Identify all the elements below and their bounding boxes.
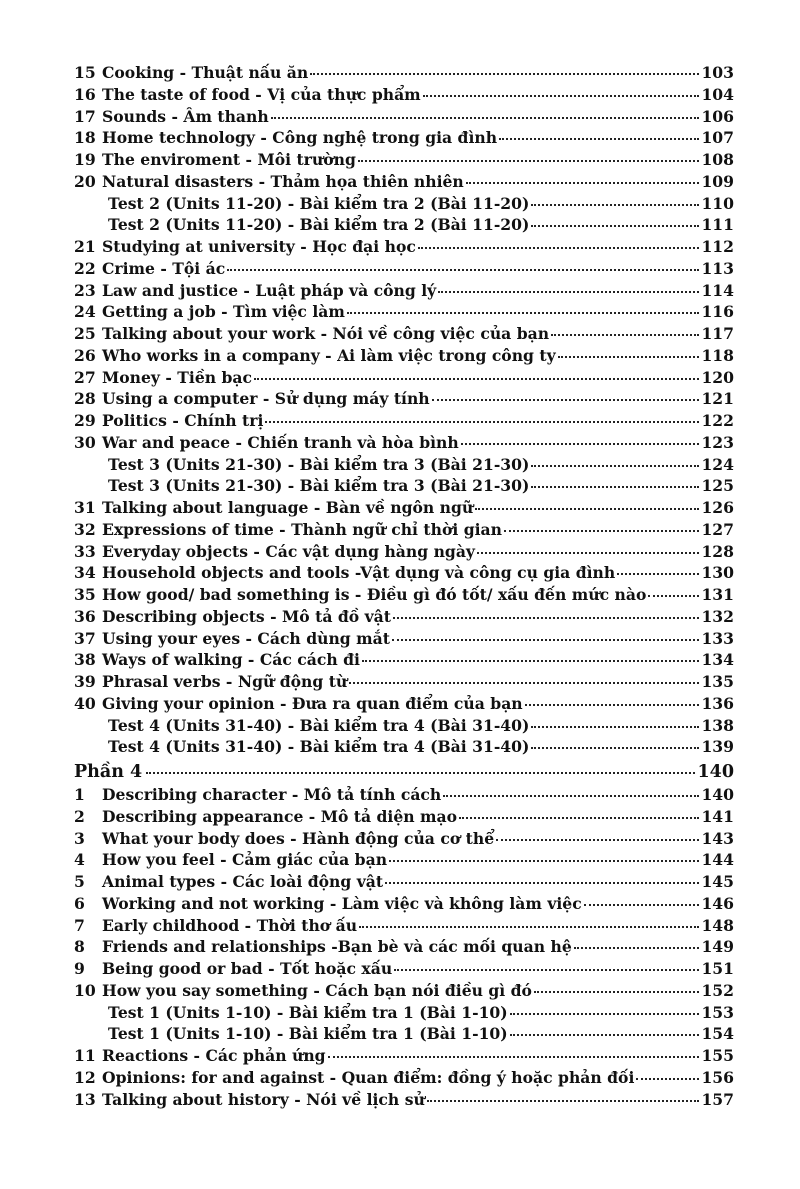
toc-entry-number: 23	[74, 280, 96, 300]
toc-entry-page: 149	[701, 937, 734, 957]
toc-entry-title: The taste of food - Vị của thực phẩm	[102, 84, 421, 104]
toc-entry-page: 152	[701, 980, 734, 1000]
toc-entry-title: Talking about history - Nói về lịch sử	[102, 1089, 425, 1109]
dot-leader	[531, 486, 699, 488]
toc-entry-number: 16	[74, 84, 96, 104]
toc-entry	[74, 475, 734, 497]
toc-entry-title: Early childhood - Thời thơ ấu	[102, 915, 358, 935]
toc-entry-page: 128	[701, 541, 734, 561]
toc-entry-title: Using a computer - Sử dụng máy tính	[102, 389, 430, 409]
toc-entry-page: 116	[701, 302, 734, 322]
dot-leader	[510, 1013, 700, 1015]
dot-leader	[385, 882, 699, 884]
toc-entry-title: Test 3 (Units 21-30) - Bài kiểm tra 3 (Bài 21-30)	[108, 454, 530, 474]
toc-entry-title: Opinions: for and against - Quan điểm: đồng ý hoặc phản đối	[102, 1067, 635, 1087]
toc-entry-page: 145	[701, 872, 734, 891]
toc-entry-page: 126	[701, 498, 734, 517]
toc-entry	[74, 1023, 734, 1045]
toc-entry-title: How good/ bad something is - Điều gì đó tốt/ xấu đến mức nào	[102, 585, 647, 604]
toc-entry	[74, 649, 734, 671]
dot-leader	[617, 573, 699, 575]
toc-entry	[74, 1045, 734, 1067]
toc-entry-page: 140	[701, 785, 734, 804]
toc-entry	[74, 671, 734, 693]
toc-entry-page: 109	[701, 171, 734, 191]
dot-leader	[525, 704, 700, 706]
dot-leader	[227, 269, 699, 271]
toc-entry-title: Law and justice - Luật pháp và công lý	[102, 280, 437, 300]
toc-entry	[74, 323, 734, 345]
toc-entry-title: Politics - Chính trị	[102, 411, 264, 430]
toc-entry-number: 19	[74, 150, 96, 169]
dot-leader	[459, 817, 699, 819]
dot-leader	[310, 73, 699, 75]
toc-entry-number: 25	[74, 324, 96, 343]
toc-entry-title: Animal types - Các loài động vật	[102, 872, 384, 891]
toc-entry	[74, 171, 734, 193]
toc-entry-page: 124	[701, 454, 734, 474]
toc-entry-title: Test 1 (Units 1-10) - Bài kiểm tra 1 (Bài 1-10)	[108, 1024, 508, 1044]
toc-entry-number: 3	[74, 828, 85, 848]
toc-entry-title: Natural disasters - Thảm họa thiên nhiên	[102, 171, 464, 191]
toc-entry	[74, 828, 734, 850]
toc-entry-title: Test 1 (Units 1-10) - Bài kiểm tra 1 (Bài 1-10)	[108, 1002, 508, 1022]
toc-entry-title: Talking about language - Bàn về ngôn ngữ	[102, 498, 474, 517]
toc-entry-number: 39	[74, 672, 96, 691]
toc-entry-page: 139	[701, 737, 734, 757]
toc-entry	[74, 980, 734, 1002]
dot-leader	[475, 508, 699, 510]
toc-entry	[74, 345, 734, 367]
dot-leader	[418, 247, 700, 249]
toc-entry-title: Using your eyes - Cách dùng mắt	[102, 628, 390, 648]
toc-entry	[74, 193, 734, 215]
toc-entry-page: 134	[701, 650, 734, 670]
dot-leader	[389, 860, 699, 862]
dot-leader	[438, 291, 699, 293]
dot-leader	[349, 682, 699, 684]
toc-entry-page: 153	[701, 1002, 734, 1022]
toc-entry-title: Working and not working - Làm việc và không làm việc	[102, 893, 582, 913]
dot-leader	[531, 465, 699, 467]
toc-entry-title: War and peace - Chiến tranh và hòa bình	[102, 432, 459, 452]
toc-entry-page: 121	[701, 389, 734, 409]
toc-entry-page: 120	[701, 367, 734, 387]
dot-leader	[271, 117, 700, 119]
toc-entry-number: 30	[74, 432, 96, 452]
toc-entry-number: 40	[74, 693, 96, 713]
toc-entry	[74, 1067, 734, 1089]
toc-entry-number: 27	[74, 367, 96, 387]
toc-entry-page: 117	[701, 324, 734, 343]
toc-entry-title: Cooking - Thuật nấu ăn	[102, 63, 309, 82]
toc-entry	[74, 958, 734, 980]
toc-entry	[74, 871, 734, 893]
toc-entry-page: 112	[701, 237, 734, 256]
toc-entry-number: 21	[74, 237, 96, 256]
toc-entry-page: 122	[701, 411, 734, 430]
dot-leader	[534, 991, 699, 993]
toc-entry	[74, 367, 734, 389]
toc-entry	[74, 432, 734, 454]
dot-leader	[531, 204, 699, 206]
toc-entry	[74, 106, 734, 128]
toc-entry-title: Home technology - Công nghệ trong gia đình	[102, 128, 498, 148]
dot-leader	[499, 138, 699, 140]
toc-entry-number: 12	[74, 1067, 96, 1087]
toc-entry-page: 114	[701, 280, 734, 300]
toc-entry-page: 131	[701, 585, 734, 604]
toc-entry	[74, 1002, 734, 1024]
dot-leader	[146, 772, 695, 774]
toc-entry-title: What your body does - Hành động của cơ thể	[102, 828, 495, 848]
dot-leader	[393, 617, 699, 619]
toc-entry-number: 5	[74, 872, 85, 891]
dot-leader	[477, 552, 699, 554]
dot-leader	[574, 947, 700, 949]
toc-entry	[74, 62, 734, 84]
toc-entry	[74, 127, 734, 149]
toc-entry	[74, 849, 734, 871]
dot-leader	[551, 334, 699, 336]
dot-leader	[636, 1078, 699, 1080]
toc-entry-number: 17	[74, 106, 96, 126]
toc-entry	[74, 784, 734, 806]
toc-entry-page: 113	[701, 258, 734, 278]
toc-entry-page: 106	[701, 106, 734, 126]
dot-leader	[427, 1100, 700, 1102]
toc-entry	[74, 236, 734, 258]
toc-entry-page: 133	[701, 628, 734, 648]
toc-entry-number: 7	[74, 915, 85, 935]
dot-leader	[394, 969, 699, 971]
dot-leader	[347, 312, 700, 314]
toc-entry-title: Ways of walking - Các cách đi	[102, 650, 360, 670]
dot-leader	[423, 95, 700, 97]
toc-entry-number: 32	[74, 519, 96, 539]
toc-entry-number: 8	[74, 937, 85, 957]
toc-entry-page: 156	[701, 1067, 734, 1087]
toc-entry-title: Crime - Tội ác	[102, 258, 226, 278]
toc-entry	[74, 915, 734, 937]
dot-leader	[362, 660, 699, 662]
dot-leader	[531, 225, 699, 227]
toc-entry-number: 26	[74, 345, 96, 365]
toc-entry-page: 127	[701, 519, 734, 539]
toc-entry-title: Describing objects - Mô tả đồ vật	[102, 606, 391, 626]
toc-entry	[74, 519, 734, 541]
toc-entry-number: 35	[74, 585, 96, 604]
dot-leader	[443, 795, 699, 797]
toc-entry-number: 31	[74, 498, 96, 517]
toc-entry-page: 107	[701, 128, 734, 148]
toc-entry	[74, 214, 734, 236]
toc-entry-page: 141	[701, 806, 734, 826]
toc-entry-title: Household objects and tools -Vật dụng và công cụ gia đình	[102, 563, 616, 583]
toc-entry-page: 146	[701, 893, 734, 913]
dot-leader	[265, 421, 699, 423]
toc-entry-title: Who works in a company - Ai làm việc trong công ty	[102, 345, 556, 365]
toc-entry	[74, 280, 734, 302]
toc-entry-title: Describing character - Mô tả tính cách	[102, 785, 442, 804]
toc-entry-title: The enviroment - Môi trường	[102, 150, 356, 169]
dot-leader	[558, 356, 700, 358]
toc-entry-number: 6	[74, 893, 85, 913]
part-title: Phần 4	[74, 762, 143, 782]
toc-entry-page: 143	[701, 828, 734, 848]
toc-entry-number: 9	[74, 959, 85, 978]
toc-entry	[74, 388, 734, 410]
toc-entry-number: 38	[74, 650, 96, 670]
toc-entry-number: 33	[74, 541, 96, 561]
toc-entry-page: 125	[701, 476, 734, 496]
toc-entry-number: 28	[74, 389, 96, 409]
toc-entry-number: 10	[74, 980, 96, 1000]
toc-entry-page: 140	[697, 762, 734, 782]
toc-entry	[74, 693, 734, 715]
toc-entry-page: 151	[701, 959, 734, 978]
toc-entry-page: 111	[701, 215, 734, 235]
toc-entry-number: 24	[74, 302, 96, 322]
toc-entry-number: 11	[74, 1046, 96, 1065]
toc-entry-number: 37	[74, 628, 96, 648]
toc-entry	[74, 936, 734, 958]
toc-entry-title: Test 4 (Units 31-40) - Bài kiểm tra 4 (Bài 31-40)	[108, 715, 530, 735]
toc-entry-page: 135	[701, 672, 734, 691]
toc-entry-number: 36	[74, 606, 96, 626]
toc-entry-number: 18	[74, 128, 96, 148]
toc-entry-number: 34	[74, 563, 96, 583]
toc-entry-page: 108	[701, 150, 734, 169]
toc-entry-title: Everyday objects - Các vật dụng hàng ngày	[102, 541, 475, 561]
toc-entry	[74, 715, 734, 737]
toc-entry-page: 118	[701, 345, 734, 365]
toc-entry	[74, 497, 734, 519]
dot-leader	[648, 595, 699, 597]
toc-entry-number: 15	[74, 63, 96, 82]
toc-entry	[74, 541, 734, 563]
toc-entry	[74, 1089, 734, 1111]
toc-entry-page: 138	[701, 715, 734, 735]
toc-entry-page: 154	[701, 1024, 734, 1044]
toc-entry-number: 22	[74, 258, 96, 278]
dot-leader	[531, 747, 699, 749]
toc-entry	[74, 584, 734, 606]
toc-entry-title: Phrasal verbs - Ngữ động từ	[102, 672, 348, 691]
toc-entry-page: 136	[701, 693, 734, 713]
table-of-contents	[74, 62, 734, 1110]
toc-entry	[74, 84, 734, 106]
toc-entry-title: Talking about your work - Nói về công việc của bạn	[102, 324, 550, 343]
toc-entry	[74, 606, 734, 628]
dot-leader	[531, 726, 699, 728]
toc-entry-title: Test 2 (Units 11-20) - Bài kiểm tra 2 (Bài 11-20)	[108, 215, 530, 235]
toc-entry-title: How you say something - Cách bạn nói điều gì đó	[102, 980, 532, 1000]
toc-entry-number: 1	[74, 785, 85, 804]
toc-entry	[74, 301, 734, 323]
dot-leader	[496, 839, 699, 841]
dot-leader	[504, 530, 699, 532]
toc-entry	[74, 736, 734, 758]
toc-entry-title: Test 3 (Units 21-30) - Bài kiểm tra 3 (Bài 21-30)	[108, 476, 530, 496]
toc-entry-title: Being good or bad - Tốt hoặc xấu	[102, 959, 393, 978]
toc-entry-title: Studying at university - Học đại học	[102, 237, 416, 256]
toc-entry	[74, 806, 734, 828]
toc-entry-page: 103	[701, 63, 734, 82]
toc-entry-title: Friends and relationships -Bạn bè và các mối quan hệ	[102, 937, 572, 957]
toc-entry-page: 110	[701, 193, 734, 213]
toc-entry-page: 157	[701, 1089, 734, 1109]
toc-entry-number: 13	[74, 1089, 96, 1109]
toc-entry-page: 132	[701, 606, 734, 626]
toc-entry-title: Money - Tiền bạc	[102, 367, 253, 387]
dot-leader	[584, 904, 700, 906]
toc-entry-title: Test 2 (Units 11-20) - Bài kiểm tra 2 (Bài 11-20)	[108, 193, 530, 213]
dot-leader	[254, 378, 699, 380]
dot-leader	[432, 399, 700, 401]
toc-entry	[74, 562, 734, 584]
toc-entry-page: 123	[701, 432, 734, 452]
toc-entry-number: 4	[74, 850, 85, 870]
toc-entry-title: Test 4 (Units 31-40) - Bài kiểm tra 4 (Bài 31-40)	[108, 737, 530, 757]
dot-leader	[328, 1056, 700, 1058]
dot-leader	[461, 443, 700, 445]
toc-entry-title: Describing appearance - Mô tả diện mạo	[102, 806, 458, 826]
toc-entry-page: 104	[701, 84, 734, 104]
toc-entry	[74, 628, 734, 650]
dot-leader	[358, 160, 700, 162]
toc-entry-number: 20	[74, 171, 96, 191]
dot-leader	[466, 182, 700, 184]
toc-entry-title: Getting a job - Tìm việc làm	[102, 302, 345, 322]
toc-entry-title: Expressions of time - Thành ngữ chỉ thời gian	[102, 519, 502, 539]
toc-entry	[74, 258, 734, 280]
toc-entry-title: Sounds - Âm thanh	[102, 106, 269, 126]
toc-entry-title: Giving your opinion - Đưa ra quan điểm của bạn	[102, 693, 523, 713]
toc-entry-page: 144	[701, 850, 734, 870]
toc-entry-title: Reactions - Các phản ứng	[102, 1046, 326, 1065]
toc-entry-page: 130	[701, 563, 734, 583]
toc-entry	[74, 410, 734, 432]
toc-part-heading	[74, 760, 734, 784]
dot-leader	[510, 1034, 700, 1036]
dot-leader	[359, 926, 699, 928]
toc-entry	[74, 149, 734, 171]
toc-entry	[74, 893, 734, 915]
toc-entry-number: 2	[74, 806, 85, 826]
toc-entry-title: How you feel - Cảm giác của bạn	[102, 850, 388, 870]
toc-entry-number: 29	[74, 411, 96, 430]
toc-entry	[74, 454, 734, 476]
toc-entry-page: 155	[701, 1046, 734, 1065]
dot-leader	[392, 639, 700, 641]
toc-entry-page: 148	[701, 915, 734, 935]
